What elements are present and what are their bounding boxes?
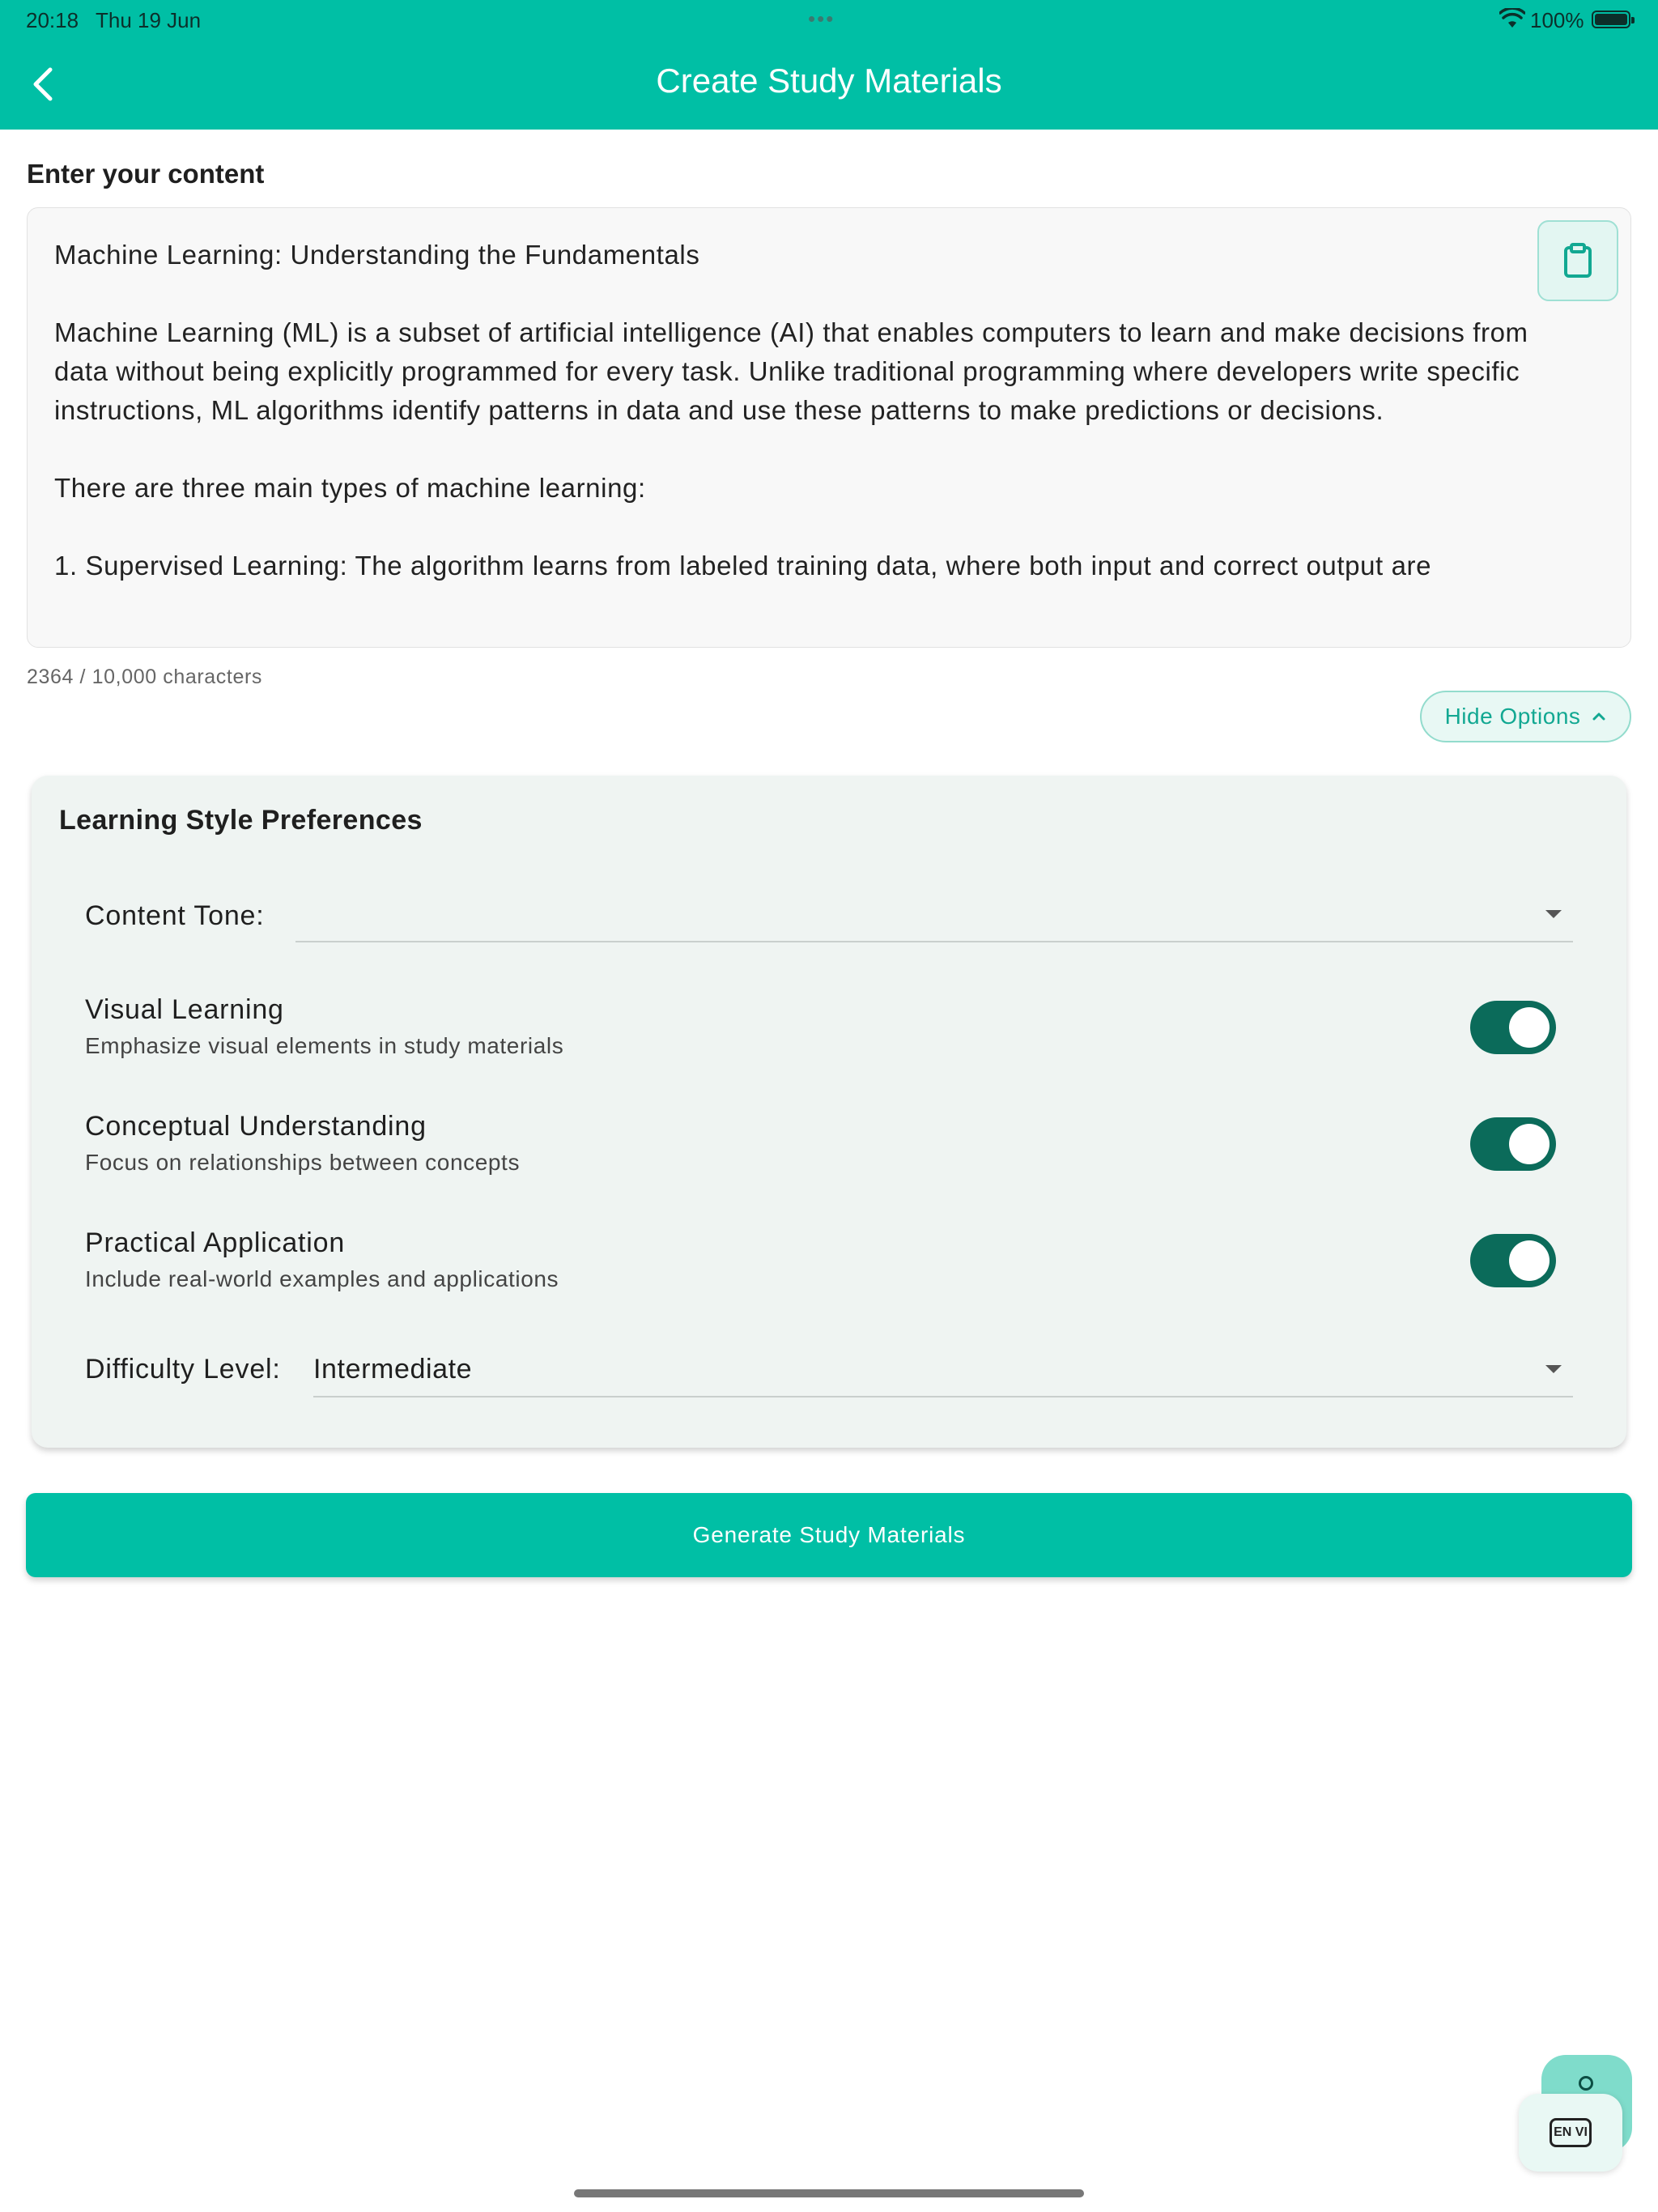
content-tone-dropdown[interactable] (295, 889, 1573, 942)
multitasking-dots-icon[interactable]: ••• (808, 6, 835, 31)
home-indicator (574, 2189, 1084, 2197)
conceptual-understanding-toggle[interactable] (1470, 1117, 1556, 1171)
difficulty-level-value: Intermediate (313, 1354, 473, 1385)
status-date: Thu 19 Jun (96, 8, 202, 32)
content-text[interactable]: Machine Learning: Understanding the Fundamentals Machine Learning (ML) is a subset of artificial intelligence (AI) that enables computers to learn and make decisions from data without being explicitly programmed for every task. Unlike traditional programming where developers write specific instructions, ML algorithms identify patterns in data and use these patterns to make predictions or decisions. There are three main types of machine learning: 1. Supervised Learning: The algorithm learns from labeled training data, where both input and correct output are (54, 240, 1528, 581)
visual-learning-toggle[interactable] (1470, 1001, 1556, 1054)
conceptual-understanding-title: Conceptual Understanding (85, 1111, 427, 1142)
hide-options-label: Hide Options (1444, 704, 1581, 729)
app-header (0, 0, 1658, 130)
page-title: Create Study Materials (656, 62, 1002, 100)
language-switch-button[interactable] (1519, 2094, 1622, 2172)
conceptual-understanding-description: Focus on relationships between concepts (85, 1150, 521, 1175)
hide-options-button[interactable] (1420, 691, 1631, 742)
preferences-title: Learning Style Preferences (59, 805, 423, 836)
chevron-up-icon (1592, 712, 1606, 721)
content-section-label: Enter your content (27, 159, 265, 189)
visual-learning-description: Emphasize visual elements in study materials (85, 1033, 564, 1058)
practical-application-title: Practical Application (85, 1227, 346, 1258)
content-textarea[interactable] (27, 207, 1631, 648)
dropdown-arrow-icon (1545, 910, 1562, 918)
difficulty-level-label: Difficulty Level: (85, 1354, 281, 1385)
visual-learning-title: Visual Learning (85, 994, 284, 1025)
practical-application-toggle[interactable] (1470, 1234, 1556, 1287)
practical-application-description: Include real-world examples and applications (85, 1266, 559, 1291)
language-switch-icon: EN VI (1550, 2118, 1592, 2147)
dropdown-arrow-icon (1545, 1365, 1562, 1373)
clipboard-icon (1562, 243, 1594, 279)
generate-button-label: Generate Study Materials (692, 1522, 966, 1547)
character-count: 2364 / 10,000 characters (27, 666, 262, 688)
battery-percentage: 100% (1530, 8, 1584, 32)
paste-button[interactable] (1537, 220, 1618, 301)
learning-style-card (32, 776, 1626, 1448)
difficulty-level-dropdown[interactable] (313, 1344, 1573, 1397)
content-tone-label: Content Tone: (85, 900, 265, 931)
wifi-icon (1499, 8, 1525, 29)
status-time: 20:18 (26, 8, 79, 32)
battery-icon (1592, 11, 1630, 28)
generate-study-materials-button[interactable] (26, 1493, 1632, 1577)
